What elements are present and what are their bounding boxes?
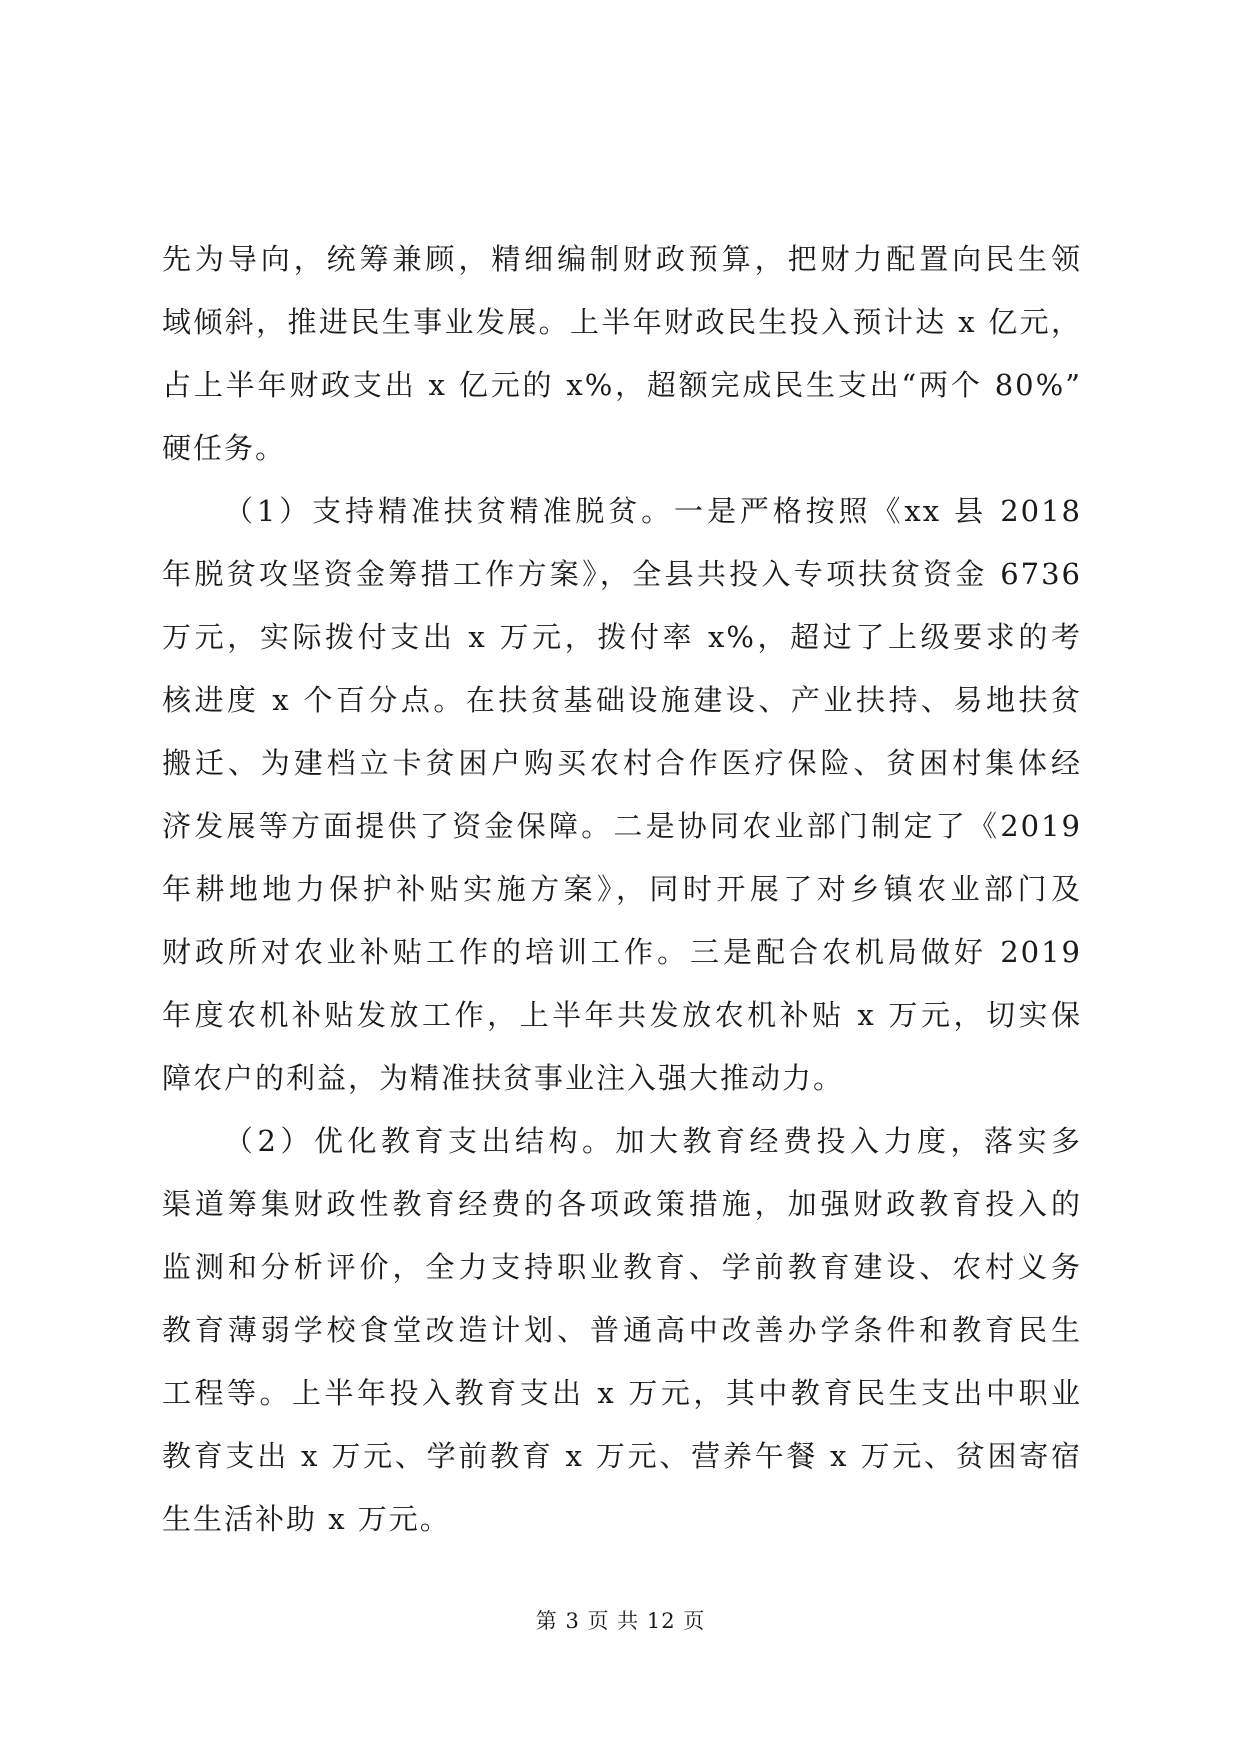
text-line: 财政所对农业补贴工作的培训工作。三是配合农机局做好 2019 [162, 935, 1082, 969]
document-body [162, 228, 1082, 1551]
paragraph-education-spending [162, 1110, 1082, 1551]
text-line: 占上半年财政支出 x 亿元的 x%，超额完成民生支出“两个 80%” [162, 368, 1082, 402]
text-line: 搬迁、为建档立卡贫困户购买农村合作医疗保险、贫困村集体经 [162, 746, 1082, 780]
text-line: 监测和分析评价，全力支持职业教育、学前教育建设、农村义务 [162, 1250, 1082, 1284]
paragraph-poverty-alleviation [162, 480, 1082, 1110]
text-line: （2）优化教育支出结构。加大教育经费投入力度，落实多 [224, 1124, 1082, 1158]
text-line: 济发展等方面提供了资金保障。二是协同农业部门制定了《2019 [162, 809, 1082, 843]
text-line: 硬任务。 [162, 431, 287, 465]
text-line: 年度农机补贴发放工作，上半年共发放农机补贴 x 万元，切实保 [162, 998, 1082, 1032]
text-line: 教育薄弱学校食堂改造计划、普通高中改善办学条件和教育民生 [162, 1313, 1082, 1347]
text-line: 年耕地地力保护补贴实施方案》，同时开展了对乡镇农业部门及 [162, 872, 1082, 906]
text-line: 渠道筹集财政性教育经费的各项政策措施，加强财政教育投入的 [162, 1187, 1082, 1221]
text-line: 先为导向，统筹兼顾，精细编制财政预算，把财力配置向民生领 [162, 242, 1082, 276]
text-line: 生生活补助 x 万元。 [162, 1502, 451, 1536]
text-line: 域倾斜，推进民生事业发展。上半年财政民生投入预计达 x 亿元， [162, 305, 1082, 339]
text-line: 万元，实际拨付支出 x 万元，拨付率 x%，超过了上级要求的考 [162, 620, 1082, 654]
text-line: 教育支出 x 万元、学前教育 x 万元、营养午餐 x 万元、贫困寄宿 [162, 1439, 1082, 1473]
page-number-footer: 第 3 页 共 12 页 [535, 1609, 706, 1633]
text-line: （1）支持精准扶贫精准脱贫。一是严格按照《xx 县 2018 [224, 494, 1082, 528]
text-line: 工程等。上半年投入教育支出 x 万元，其中教育民生支出中职业 [162, 1376, 1082, 1410]
text-line: 障农户的利益，为精准扶贫事业注入强大推动力。 [162, 1061, 845, 1095]
text-line: 核进度 x 个百分点。在扶贫基础设施建设、产业扶持、易地扶贫 [162, 683, 1082, 717]
paragraph-intro [162, 228, 1082, 480]
text-line: 年脱贫攻坚资金筹措工作方案》，全县共投入专项扶贫资金 6736 [162, 557, 1082, 591]
